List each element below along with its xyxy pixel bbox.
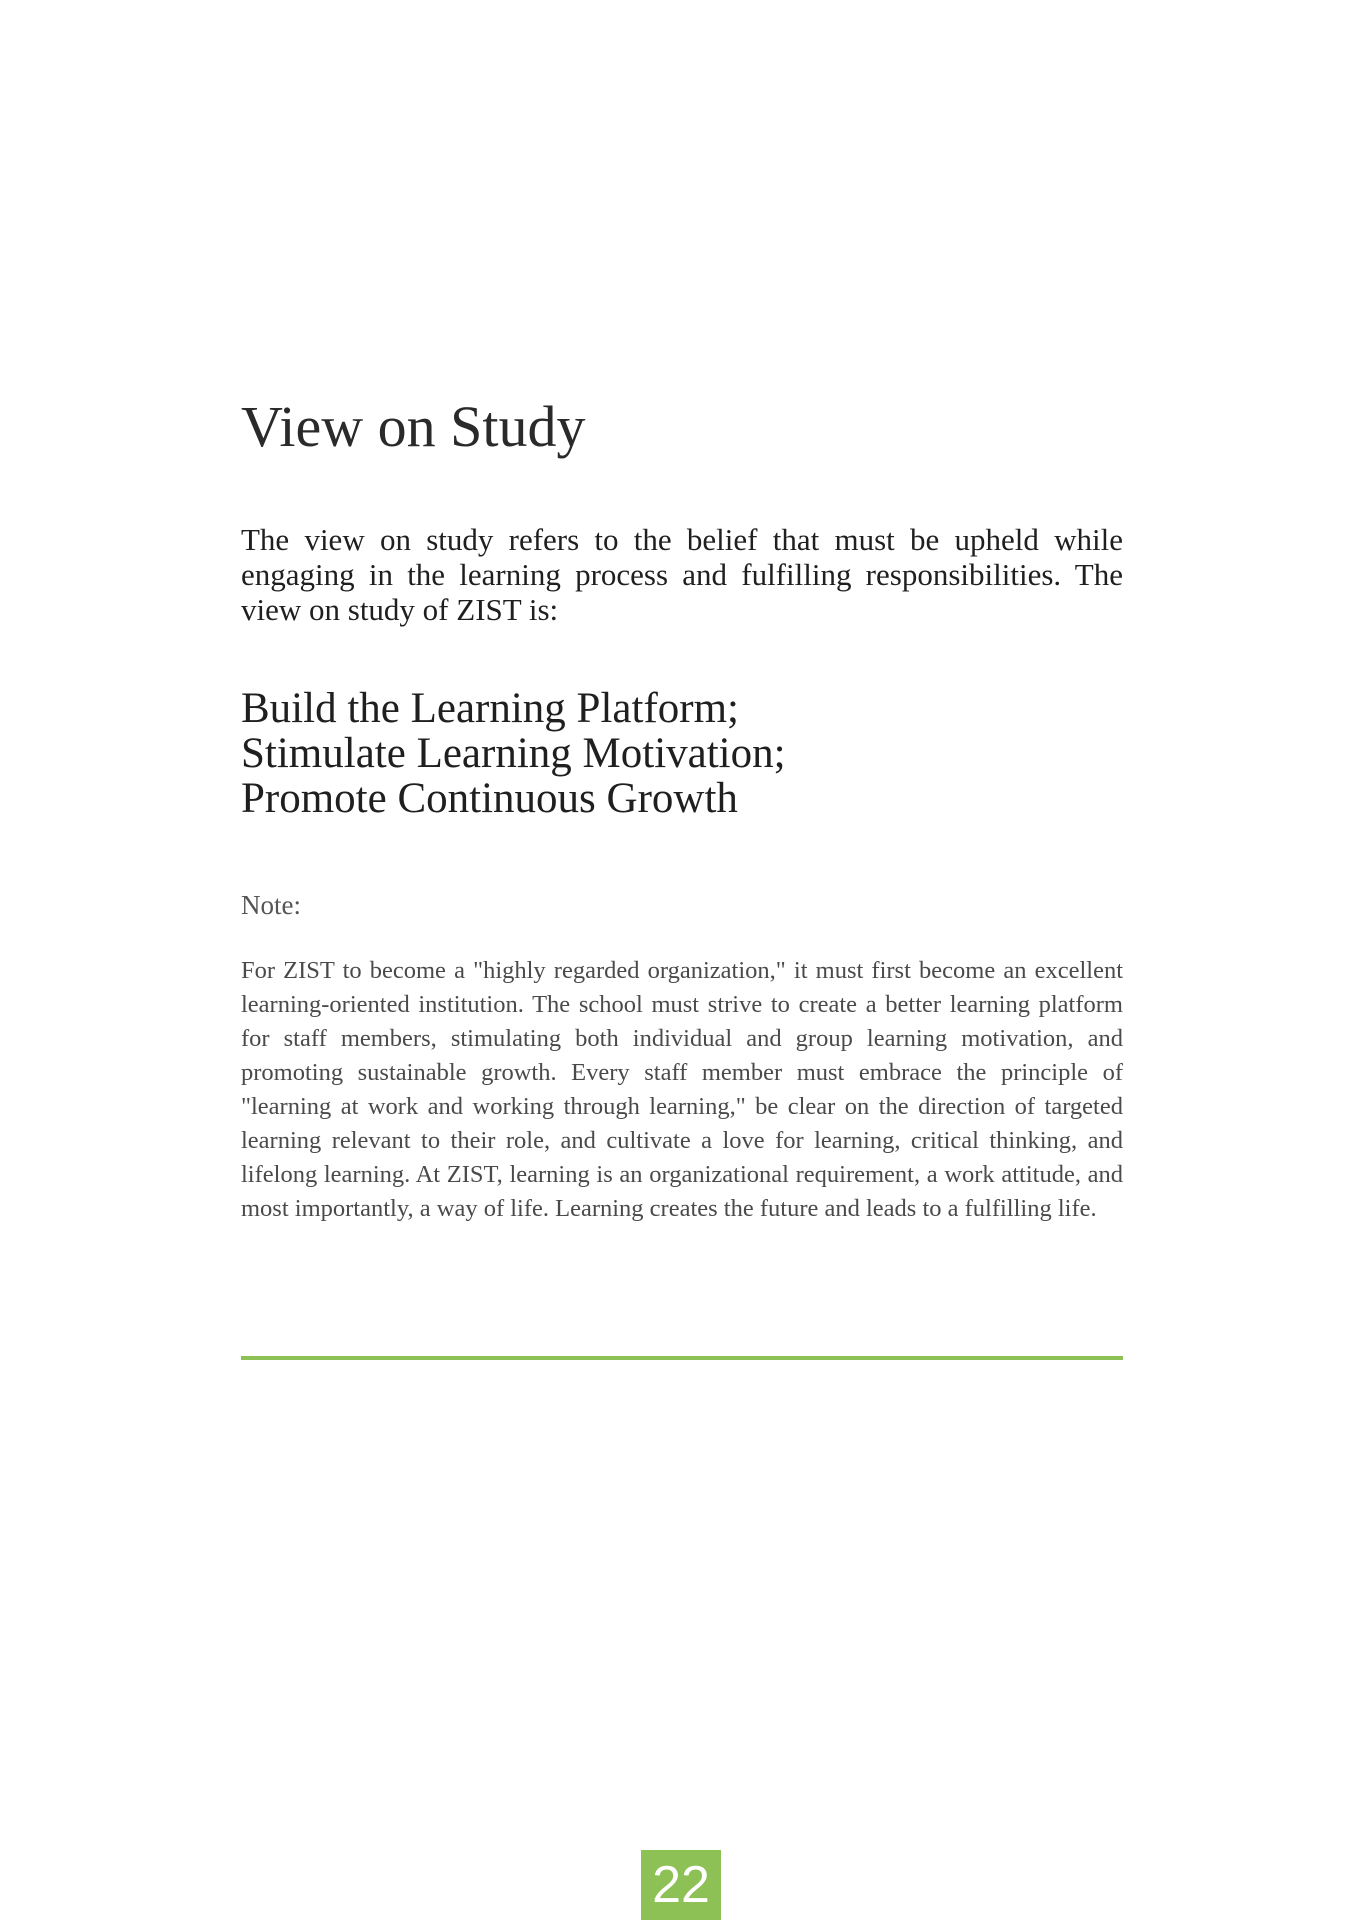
page-title: View on Study [241,394,586,459]
motto-line-2: Stimulate Learning Motivation; [241,730,786,777]
intro-paragraph: The view on study refers to the belief that must be upheld while engaging in the learning process and fulfilling responsibilities. The view on study of ZIST is: [241,522,1123,627]
note-paragraph: For ZIST to become a "highly regarded organization," it must first become an excellent learning-oriented institution. The school must strive to create a better learning platform for staff members, stimulating both individual and group learning motivation, and promoting sustainable growth. Every staff member must embrace the principle of "learning at work and working through learning," be clear on the direction of targeted learning relevant to their role, and cultivate a love for learning, critical thinking, and lifelong learning. At ZIST, learning is an organizational requirement, a work attitude, and most importantly, a way of life. Learning creates the future and leads to a fulfilling life. [241,957,1123,1222]
note-label: Note: [241,890,301,920]
section-divider [241,1356,1123,1360]
page-number-badge: 22 [641,1850,721,1920]
motto-line-3: Promote Continuous Growth [241,775,738,822]
motto-line-1: Build the Learning Platform; [241,685,739,732]
motto-block [241,686,1123,821]
